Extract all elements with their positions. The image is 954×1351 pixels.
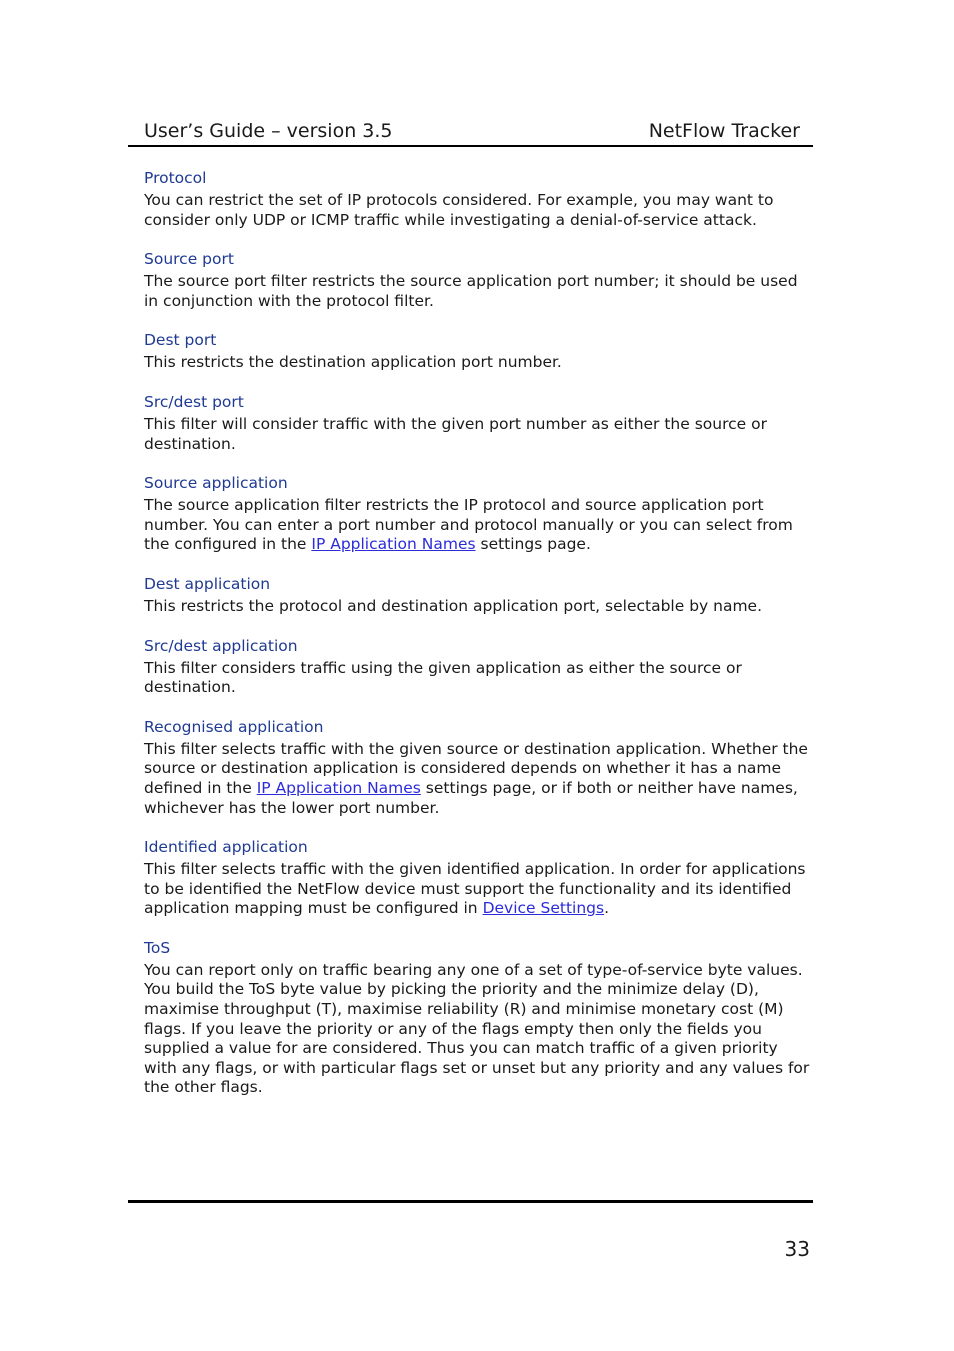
section-src-dest-application: [144, 636, 810, 698]
page-content: [144, 168, 810, 1117]
section-src-dest-port: [144, 392, 810, 454]
section-heading: Src/dest application: [144, 636, 298, 655]
section-identified-application: [144, 837, 810, 919]
section-heading: Recognised application: [144, 717, 324, 736]
section-dest-application: [144, 574, 810, 617]
section-text: You can report only on traffic bearing any one of a set of type-of-service byte values. You build the ToS byte value by picking the priority and the minimize delay (D), maximise throughput (T), maximise reliability (R) and minimise monetary cost (M) flags. If you leave the priority or any of the flags empty then only the fields you supplied a value for are considered. Thus you can match traffic of a given priority with any flags, or with particular flags set or unset but any priority and any values for the other flags.: [144, 960, 810, 1097]
device-settings-link[interactable]: Device Settings: [482, 899, 605, 918]
section-text: This filter considers traffic using the given application as either the source or destination.: [144, 658, 742, 697]
header-rule: [128, 145, 813, 147]
section-text-after: settings page.: [475, 535, 591, 554]
section-text-before: The source application filter restricts the IP protocol and source application port number. You can enter a port number and protocol manually or you can select from the configured in the: [144, 496, 793, 554]
header-product: NetFlow Tracker: [648, 120, 800, 142]
header-title: User’s Guide – version 3.5: [144, 120, 393, 142]
section-text: This restricts the protocol and destination application port, selectable by name.: [144, 596, 763, 615]
section-text: [144, 740, 810, 818]
section-recognised-application: [144, 717, 810, 818]
section-text: The source port filter restricts the source application port number; it should be used in conjunction with the protocol filter.: [144, 272, 798, 310]
section-text-before: This filter selects traffic with the given source or destination application. Whether the source or destination application is considered depends on whether it has a name defined in the: [144, 739, 808, 797]
section-text: [144, 496, 810, 555]
section-heading: Src/dest port: [144, 392, 244, 411]
section-heading: Identified application: [144, 838, 308, 857]
section-heading: ToS: [144, 938, 171, 957]
section-heading: Source port: [144, 250, 234, 269]
page-number: 33: [784, 1237, 810, 1261]
section-text: [144, 860, 810, 919]
section-text-after: settings page, or if both or neither have names, whichever has the lower port number.: [144, 778, 798, 817]
section-protocol: [144, 168, 810, 230]
section-text: This restricts the destination application port number.: [144, 353, 562, 372]
section-heading: Dest port: [144, 331, 217, 350]
section-dest-port: [144, 330, 810, 373]
section-source-application: [144, 473, 810, 555]
section-text-before: This filter selects traffic with the given identified application. In order for applications to be identified the NetFlow device must support the functionality and its identified application mapping must be configured in: [144, 860, 806, 918]
section-heading: Source application: [144, 474, 288, 493]
page-header: [144, 118, 800, 144]
section-text-after: .: [604, 899, 610, 918]
section-text: You can restrict the set of IP protocols considered. For example, you may want to consider only UDP or ICMP traffic while investigating a denial-of-service attack.: [144, 191, 774, 229]
footer-rule: [128, 1200, 813, 1203]
section-source-port: [144, 249, 810, 311]
section-text: This filter will consider traffic with the given port number as either the source or destination.: [144, 414, 767, 453]
ip-application-names-link[interactable]: IP Application Names: [256, 778, 421, 797]
section-heading: Dest application: [144, 574, 271, 593]
section-tos: [144, 938, 810, 1098]
ip-application-names-link[interactable]: IP Application Names: [311, 535, 476, 554]
section-heading: Protocol: [144, 169, 207, 187]
